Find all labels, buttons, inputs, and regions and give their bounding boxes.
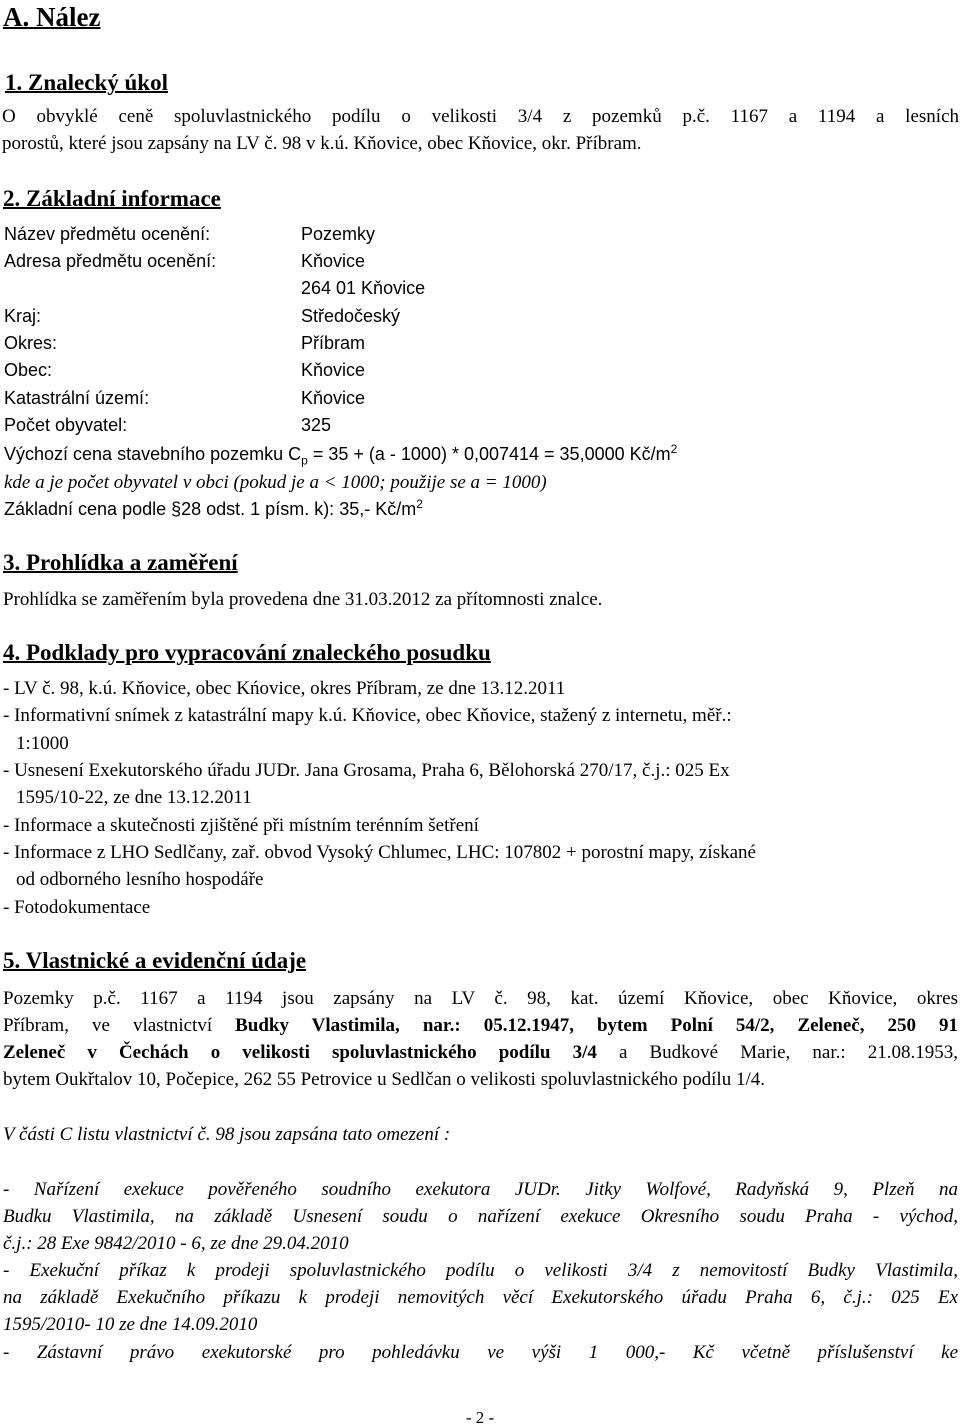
price-formula xyxy=(4,442,678,468)
info-label-population: Počet obyvatel: xyxy=(4,415,128,435)
info-label-subject: Název předmětu ocenění: xyxy=(4,224,211,244)
restriction-2-line-2: na základě Exekučního příkazu k prodeji nemovitých věcí Exekutorského úřadu Praha 6, č.j.: 025 Ex xyxy=(3,1287,958,1308)
restriction-3-line-1: - Zástavní právo exekutorské pro pohledávku ve výši 1 000,- Kč včetně příslušenství ke xyxy=(3,1342,958,1363)
formula-text-b: = 35 + (a - 1000) * 0,007414 = 35,0000 Kč/m xyxy=(307,444,671,464)
info-value-region: Středočeský xyxy=(301,306,401,326)
source-item-2-cont: 1:1000 xyxy=(16,733,69,754)
info-value-population: 325 xyxy=(301,415,332,435)
ownership-line-3 xyxy=(3,1039,958,1066)
info-value-district: Příbram xyxy=(301,333,366,353)
formula-note: kde a je počet obyvatel v obci (pokud je a < 1000; použije se a = 1000) xyxy=(4,472,547,493)
section-1-line-2: porostů, které jsou zapsány na LV č. 98 v k.ú. Kňovice, obec Kňovice, okr. Příbram. xyxy=(2,133,642,154)
formula-subscript: p xyxy=(301,453,308,468)
section-1-line-1: O obvyklé ceně spoluvlastnického podílu o velikosti 3/4 z pozemků p.č. 1167 a 1194 a lesních xyxy=(2,106,959,127)
restriction-2-line-1: - Exekuční příkaz k prodeji spoluvlastnického podílu o velikosti 3/4 z nemovitostí Budky Vlastimila, xyxy=(3,1260,958,1281)
owner-name-bold: Budky Vlastimila, nar.: 05.12.1947, bytem Polní 54/2, Zeleneč, 250 91 xyxy=(235,1015,958,1036)
section-2-title: 2. Základní informace xyxy=(3,186,221,211)
source-item-1: - LV č. 98, k.ú. Kňovice, obec Kńovice, okres Příbram, ze dne 13.12.2011 xyxy=(3,678,566,699)
source-item-5-cont: od odborného lesního hospodáře xyxy=(16,869,264,890)
ownership-line-4: bytem Oukřtalov 10, Počepice, 262 55 Petrovice u Sedlčan o velikosti spoluvlastnického podílu 1/4. xyxy=(3,1069,765,1090)
info-label-district: Okres: xyxy=(4,333,58,353)
info-value-cadastral: Kňovice xyxy=(301,388,366,408)
ownership-line-2-a: Příbram, ve vlastnictví xyxy=(3,1015,236,1036)
ownership-line-3-b: a Budkové Marie, nar.: 21.08.1953, xyxy=(596,1042,959,1063)
ownership-line-1: Pozemky p.č. 1167 a 1194 jsou zapsány na LV č. 98, kat. území Kňovice, obec Kňovice, okres xyxy=(3,988,958,1009)
document-heading: A. Nález xyxy=(3,2,101,32)
info-value-municipality: Kňovice xyxy=(301,360,366,380)
ownership-line-2 xyxy=(3,1012,958,1039)
source-item-4: - Informace a skutečnosti zjištěné při místním terénním šetření xyxy=(3,815,479,836)
source-item-2: - Informativní snímek z katastrální mapy k.ú. Kňovice, obec Kňovice, stažený z internetu, měř.: xyxy=(3,705,732,726)
owner-share-bold: Zeleneč v Čechách o velikosti spoluvlastnického podílu 3/4 xyxy=(3,1042,597,1063)
info-label-region: Kraj: xyxy=(4,306,42,326)
source-item-6: - Fotodokumentace xyxy=(3,897,151,918)
part-c-intro: V části C listu vlastnictví č. 98 jsou zapsána tato omezení : xyxy=(3,1124,451,1145)
section-5-title: 5. Vlastnické a evidenční údaje xyxy=(3,948,307,973)
formula-superscript: 2 xyxy=(670,442,678,456)
source-item-3: - Usnesení Exekutorského úřadu JUDr. Jana Grosama, Praha 6, Bělohorská 270/17, č.j.: 025 Ex xyxy=(3,760,730,781)
base-price-superscript: 2 xyxy=(416,497,423,511)
info-label-municipality: Obec: xyxy=(4,360,53,380)
restriction-1-line-2: Budku Vlastimila, na základě Usnesení soudu o nařízení exekuce Okresního soudu Praha - východ, xyxy=(3,1206,958,1227)
page-number: - 2 - xyxy=(465,1408,495,1427)
restriction-2-line-3: 1595/2010- 10 ze dne 14.09.2010 xyxy=(3,1314,258,1335)
section-3-text: Prohlídka se zaměřením byla provedena dne 31.03.2012 za přítomnosti znalce. xyxy=(3,589,603,610)
section-1-title: 1. Znalecký úkol xyxy=(5,70,168,95)
info-value-address-zip: 264 01 Kňovice xyxy=(301,278,426,298)
info-value-address: Kňovice xyxy=(301,251,366,271)
info-label-address: Adresa předmětu ocenění: xyxy=(4,251,217,271)
base-price xyxy=(4,499,423,520)
restriction-1-line-1: - Nařízení exekuce pověřeného soudního exekutora JUDr. Jitky Wolfové, Radyňská 9, Plzeň na xyxy=(3,1179,958,1200)
source-item-3-cont: 1595/10-22, ze dne 13.12.2011 xyxy=(16,787,252,808)
section-3-title: 3. Prohlídka a zaměření xyxy=(3,550,238,575)
base-price-text: Základní cena podle §28 odst. 1 písm. k): 35,- Kč/m xyxy=(4,499,417,519)
info-label-cadastral: Katastrální území: xyxy=(4,388,150,408)
source-item-5: - Informace z LHO Sedlčany, zař. obvod Vysoký Chlumec, LHC: 107802 + porostní mapy, získané xyxy=(3,842,756,863)
formula-text-a: Výchozí cena stavebního pozemku C xyxy=(4,444,302,464)
info-value-subject: Pozemky xyxy=(301,224,376,244)
restriction-1-line-3: č.j.: 28 Exe 9842/2010 - 6, ze dne 29.04.2010 xyxy=(3,1233,349,1254)
section-4-title: 4. Podklady pro vypracování znaleckého posudku xyxy=(3,640,491,665)
